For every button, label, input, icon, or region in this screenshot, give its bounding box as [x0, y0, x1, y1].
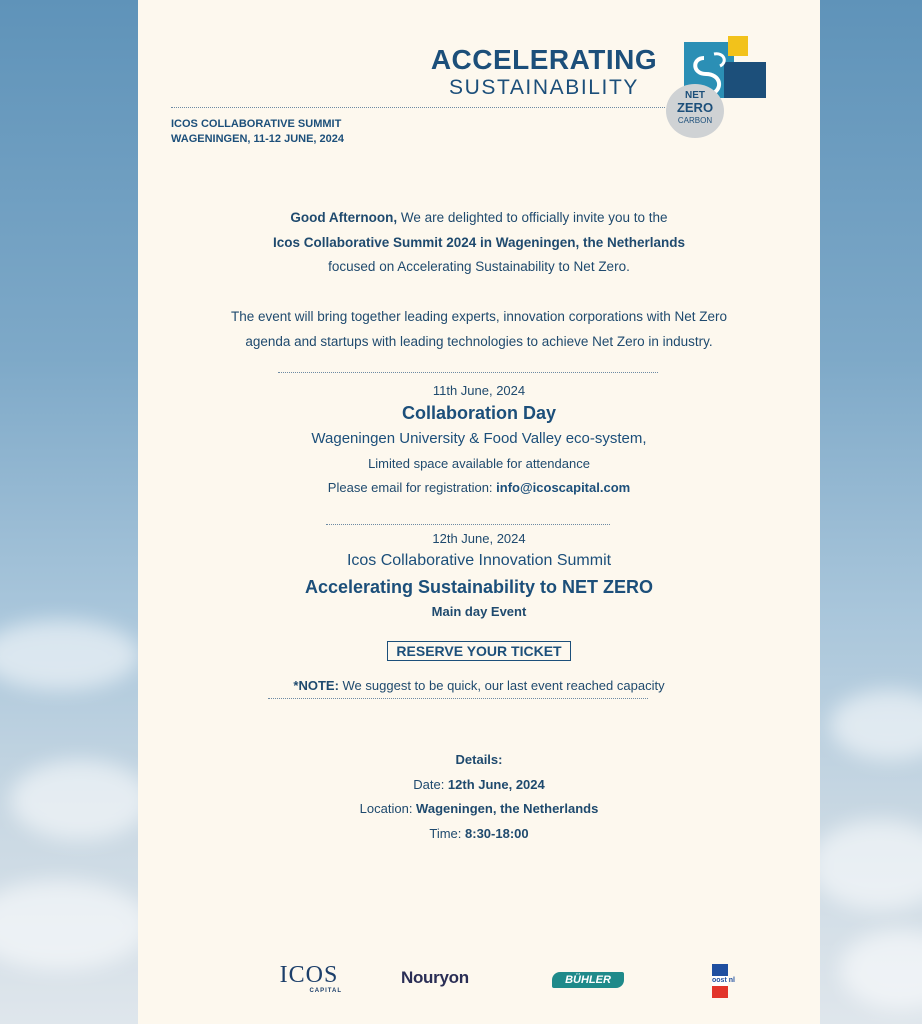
- nouryon-logo: Nouryon: [401, 968, 469, 987]
- icos-capital-logo: [276, 962, 342, 994]
- location-label: Location:: [359, 801, 417, 816]
- summit-name: ICOS COLLABORATIVE SUMMIT: [171, 118, 342, 130]
- day1-date: 11th June, 2024: [432, 383, 526, 398]
- greeting: Good Afternoon,: [290, 210, 398, 225]
- date-value: 12th June, 2024: [447, 776, 545, 792]
- buhler-logo: BÜHLER: [552, 972, 624, 988]
- registration-label: Please email for registration:: [327, 480, 497, 495]
- day2-subtitle: Icos Collaborative Innovation Summit: [346, 552, 612, 569]
- sky-background-right: [820, 0, 922, 1024]
- location-value: Wageningen, the Netherlands: [416, 801, 599, 816]
- icos-logo-text: ICOS: [279, 962, 339, 988]
- intro-focus-line: focused on Accelerating Sustainability to Net Zero.: [328, 259, 630, 274]
- logo-line-accelerating: ACCELERATING: [430, 44, 658, 75]
- date-label: Date:: [413, 776, 448, 792]
- badge-net: NET: [685, 90, 705, 101]
- oost-nl-text: oost nl: [712, 977, 735, 984]
- badge-carbon: CARBON: [677, 116, 713, 125]
- day1-title: Collaboration Day: [401, 403, 557, 423]
- note-label: *NOTE:: [293, 678, 339, 693]
- logo-line-sustainability: SUSTAINABILITY: [448, 76, 640, 99]
- net-zero-badge: [666, 84, 724, 138]
- details-section: [138, 748, 820, 846]
- note-line: [138, 676, 820, 696]
- icos-logo-sub: CAPITAL: [309, 988, 342, 994]
- sky-background-left: [0, 0, 138, 1024]
- details-heading: Details:: [455, 752, 503, 767]
- oost-nl-logo: [712, 964, 735, 998]
- invitation-card: [138, 0, 820, 1024]
- section-divider-1: [278, 372, 658, 373]
- day2-date: 12th June, 2024: [432, 531, 526, 546]
- sponsor-logos: [138, 962, 820, 998]
- note-underline: [268, 698, 648, 699]
- reserve-ticket-button[interactable]: RESERVE YOUR TICKET: [387, 641, 570, 661]
- accelerating-sustainability-logo: [422, 44, 666, 100]
- details-location: [138, 797, 820, 822]
- intro-summit-line: Icos Collaborative Summit 2024 in Wageningen, the Netherlands: [272, 234, 686, 250]
- day2-tag: Main day Event: [431, 604, 527, 619]
- summit-info: [171, 117, 344, 147]
- collaboration-day-section: [138, 382, 820, 500]
- summit-place-date: WAGENINGEN, 11-12 JUNE, 2024: [171, 133, 345, 145]
- time-label: Time:: [429, 825, 466, 841]
- section-divider-2: [326, 524, 610, 525]
- main-summit-section: [138, 530, 820, 624]
- ticket-row: [138, 641, 820, 661]
- details-time: [138, 822, 820, 847]
- registration-email-link[interactable]: info@icoscapital.com: [496, 480, 631, 495]
- intro-paragraph: [138, 206, 820, 280]
- note-text: We suggest to be quick, our last event reached capacity: [338, 678, 665, 693]
- day1-registration: [138, 476, 820, 500]
- day2-title: Accelerating Sustainability to NET ZERO: [304, 577, 654, 597]
- description-line1: The event will bring together leading experts, innovation corporations with Net Zero: [230, 309, 728, 324]
- header-divider: [171, 107, 665, 108]
- description-line2: agenda and startups with leading technologies to achieve Net Zero in industry.: [245, 333, 713, 349]
- intro-line1: We are delighted to officially invite you to the: [397, 210, 668, 225]
- day1-space: Limited space available for attendance: [368, 456, 590, 471]
- details-date: [138, 773, 820, 798]
- badge-zero: ZERO: [676, 100, 714, 115]
- day1-venue: Wageningen University & Food Valley eco-system,: [311, 430, 647, 447]
- time-value: 8:30-18:00: [465, 825, 529, 841]
- event-description: [138, 305, 820, 354]
